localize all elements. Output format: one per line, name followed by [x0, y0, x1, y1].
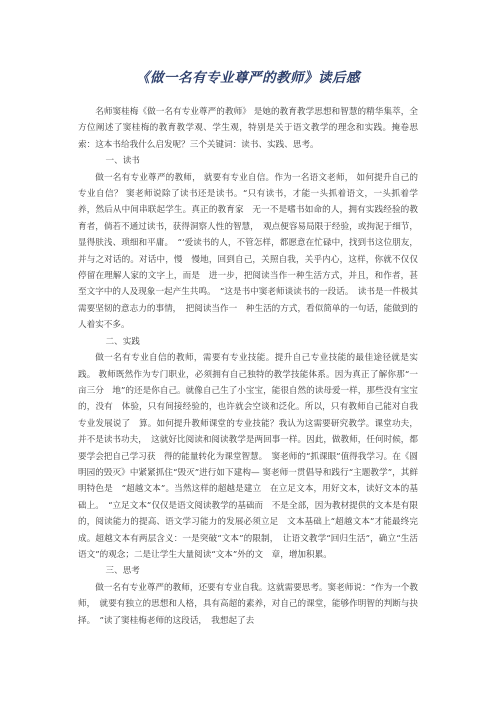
section-heading-practice: 二、实践: [105, 336, 140, 347]
section-body-reading: 做一名有专业尊严的教师， 就要有专业自信。作为一名语文老师， 如何提升自己的专业自信？ 窦老师说除了读书还是读书。“只有读书，才能一头抓着语文，一头抓着学养，然后从中间串联起学生。真正的教育家 无一不是嗜书如命的人，拥有实践经验的教育者，倘若不通过读书，获得洞察人性的智慧， 观点便容易局限于经验，或拘泥于细节，显得肤浅、琐细和平庸。 “‘爱读书的人，不管怎样，都愿意在忙碌中，找到书这位朋友，并与之对话的。对话中，慢 慢地，回到自己，关照自我，关乎内心，这样，你就不仅仅停留在理解人家的文字上，而是 进一步，把阅读当作一种生活方式，并且，和作者，甚至文字中的人及现象一起产生共鸣。 ”这是书中窦老师谈读书的一段话。 读书是一件极其需要坚韧的意志力的事情， 把阅读当作一 种生活的方式，看似简单的一句话，能做到的人着实不多。: [78, 172, 418, 331]
section-heading-thinking: 三、思考: [105, 566, 140, 577]
section-heading-reading: 一、读书: [105, 156, 140, 167]
section-body-practice: 做一名有专业自信的教师，需要有专业技能。提升自己专业技能的最佳途径就是实践。 教师既然作为专门职业，必须拥有自己独特的教学技能体系。因为真正了解你那“一亩三分 地”的还是你自己。就像自己生了小宝宝，能很自然的读母爱一样，那些没有宝宝的，没有 体验，只有间接经验的，也许就会空谈和泛化。所以，只有教师自己能对自我专业发展说了 算。如何提升教师课堂的专业技能？我认为这需要研究教学。课堂功夫，并不是读书功夫， 这就好比阅读和阅读教学是两回事一样。因此，做教师，任何时候，都要学会把自己学习获 得的能量转化为课堂智慧。 窦老师的“抓课眼”值得我学习。在《圆明园的毁灭》中紧紧抓住“毁灭”进行如下建构— 窦老师一贯倡导和践行“主题教学”，其鲜明特色是 “超越文本”。当然这样的超越是建立 在立足文本，用好文本，读好文本的基础上。 “立足文本”仅仅是语文阅读教学的基础而 不是全部，因为教材提供的文本是有限的，阅读能力的提高、语文学习能力的发展必须立足 文本基础上“超越文本”才能最终完成。超越文本有两层含义：一是突破“文本”的限制， 让语文教学“回归生活”，确立“生活语文”的观念；二是让学生大量阅读“文本”外的文 章，增加积累。: [78, 353, 418, 560]
section-body-thinking: 做一名有专业尊严的教师，还要有专业自我。这就需要思考。窦老师说：“作为一个教师， 就要有独立的思想和人格，具有高超的素养，对自己的课堂，能够作明智的判断与抉择。 ”读了窦桂梅老师的这段话， 我想起了去: [78, 582, 418, 626]
intro-paragraph: 名师窦桂梅《做一名有专业尊严的教师》 是她的教育教学思想和智慧的精华集萃，全方位阐述了窦桂梅的教育教学观、学生观，特别是关于语文教学的理念和实践。掩卷思索：这本书给我什么启发呢？三个关键词：读书、实践、思考。: [78, 107, 418, 150]
document-title: 《做一名有专业尊严的教师》读后感: [136, 70, 360, 86]
